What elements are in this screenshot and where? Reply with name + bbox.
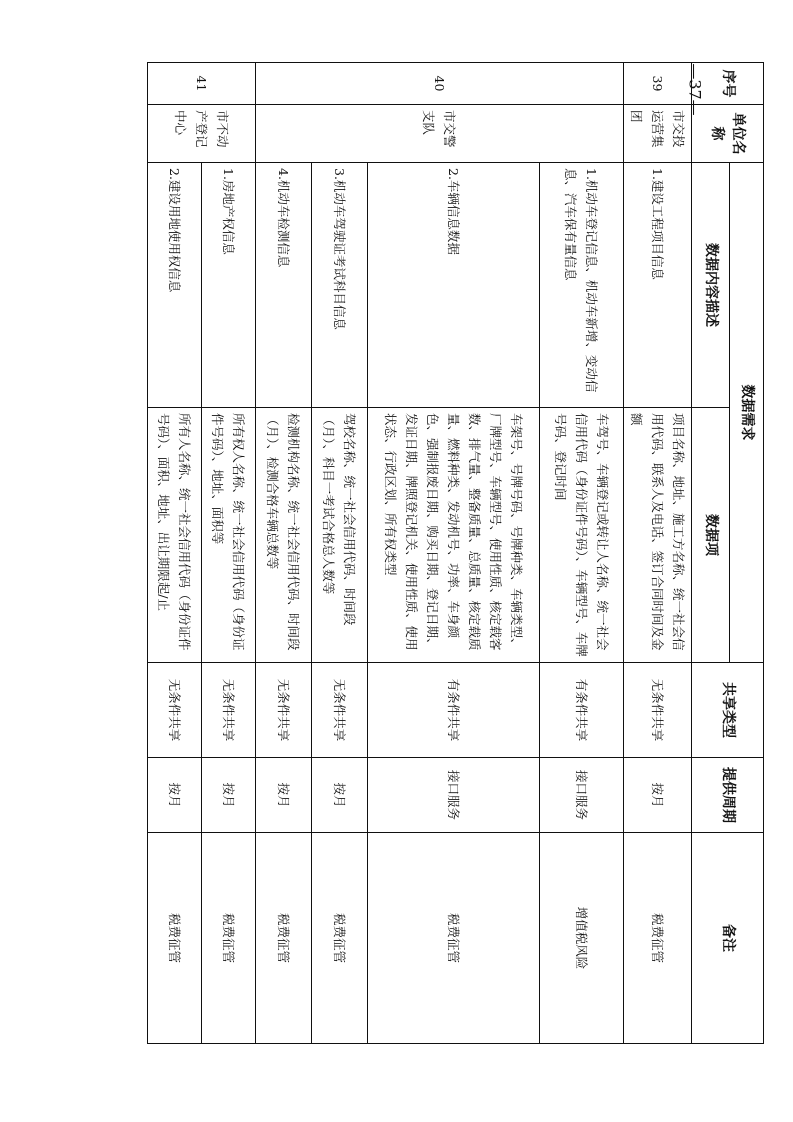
rotated-table-container <box>156 62 764 1043</box>
cell-items: 车驾号、车辆登记或转让人名称、统一社会信用代码（身份证件号码）、车辆型号、车牌号码、登记时间 <box>540 408 624 663</box>
cell-unit: 市交投运营集团 <box>624 105 692 163</box>
cell-content: 1.建设工程项目信息 <box>624 163 692 408</box>
cell-remark: 税费征管 <box>256 833 312 1044</box>
table-row <box>202 63 256 1044</box>
cell-items: 检测机构名称、统一社会信用代码、时间段（月）、检测合格车辆总数等 <box>256 408 312 663</box>
cell-period: 按月 <box>256 758 312 833</box>
cell-period: 按月 <box>148 758 202 833</box>
cell-content: 2.车辆信息数据 <box>368 163 540 408</box>
cell-remark: 税费征管 <box>202 833 256 1044</box>
cell-items: 车架号、号牌号码、号牌种类、车辆类型、厂牌型号、车辆型号、使用性质、核定载客数、排气量、整备质量、总质量、核定载质量、燃料种类、发动机号、功率、车身颜色、强制报废日期、购买日期、登记日期、发证日期、牌照登记机关、使用性质、使用状态、行政区划、所有权类型 <box>368 408 540 663</box>
header-unit: 单位名称 <box>692 105 764 163</box>
cell-items: 项目名称、地址、施工方名称、统一社会信用代码、联系人及电话、签订合同时间及金额 <box>624 408 692 663</box>
data-demand-table <box>147 62 764 1044</box>
cell-content: 1.房地产权信息 <box>202 163 256 408</box>
cell-items: 所有权人名称、统一社会信用代码（身份证件号码）、地址、面积等 <box>202 408 256 663</box>
table-row <box>148 63 202 1044</box>
cell-period: 按月 <box>624 758 692 833</box>
cell-share-type: 无条件共享 <box>148 663 202 758</box>
cell-period: 接口服务 <box>540 758 624 833</box>
header-items: 数据项 <box>692 408 730 663</box>
cell-period: 按月 <box>202 758 256 833</box>
header-data-demand: 数据需求 <box>730 163 764 663</box>
cell-remark: 税费征管 <box>148 833 202 1044</box>
table-row <box>256 63 312 1044</box>
cell-remark: 税费征管 <box>624 833 692 1044</box>
cell-items: 驾校名称、统一社会信用代码、时间段（月）、科目一考试合格总人数等 <box>312 408 368 663</box>
table-row <box>368 63 540 1044</box>
table-row <box>540 63 624 1044</box>
cell-share-type: 无条件共享 <box>624 663 692 758</box>
cell-seq: 39 <box>624 63 692 105</box>
cell-unit: 市不动产登记中心 <box>148 105 256 163</box>
header-content: 数据内容描述 <box>692 163 730 408</box>
cell-remark: 增值税风险 <box>540 833 624 1044</box>
header-share-type: 共享类型 <box>692 663 764 758</box>
cell-content: 4.机动车检测信息 <box>256 163 312 408</box>
cell-share-type: 有条件共享 <box>540 663 624 758</box>
header-remark: 备注 <box>692 833 764 1044</box>
cell-remark: 税费征管 <box>368 833 540 1044</box>
table-row <box>624 63 692 1044</box>
cell-seq: 40 <box>256 63 624 105</box>
cell-period: 按月 <box>312 758 368 833</box>
cell-unit: 市交警支队 <box>256 105 624 163</box>
cell-content: 1.机动车登记信息、机动车新增、变动信息、汽车保有量信息 <box>540 163 624 408</box>
cell-content: 3.机动车驾驶证考试科目信息 <box>312 163 368 408</box>
page-number: —37— <box>685 63 705 116</box>
cell-period: 接口服务 <box>368 758 540 833</box>
cell-items: 所有人名称、统一社会信用代码（身份证件号码）、面积、地址、出让期限起/止 <box>148 408 202 663</box>
cell-remark: 税费征管 <box>312 833 368 1044</box>
cell-share-type: 无条件共享 <box>256 663 312 758</box>
table-row <box>312 63 368 1044</box>
cell-content: 2.建设用地使用权信息 <box>148 163 202 408</box>
cell-share-type: 无条件共享 <box>312 663 368 758</box>
header-seq: 序号 <box>692 63 764 105</box>
cell-share-type: 有条件共享 <box>368 663 540 758</box>
cell-share-type: 无条件共享 <box>202 663 256 758</box>
cell-seq: 41 <box>148 63 256 105</box>
header-row-1 <box>730 63 764 1044</box>
header-period: 提供周期 <box>692 758 764 833</box>
